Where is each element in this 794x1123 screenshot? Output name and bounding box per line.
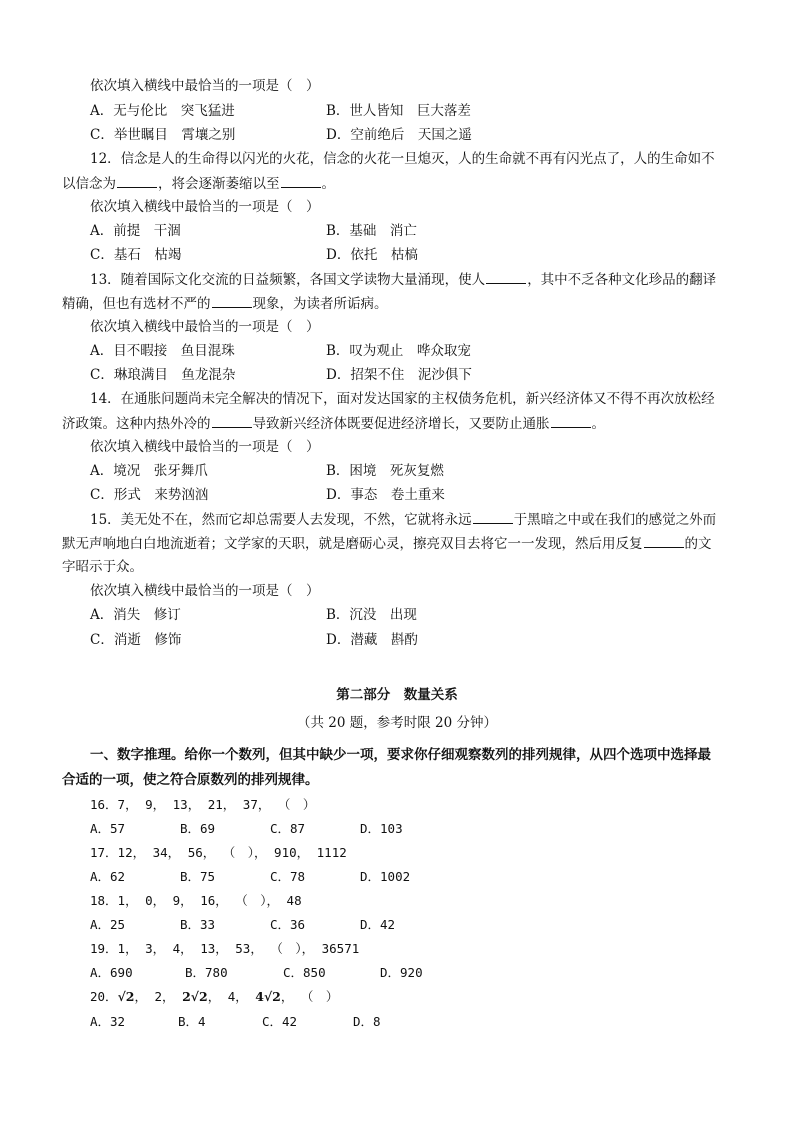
q20-option-b: B．4: [178, 1014, 206, 1029]
q13-option-b: B．叹为观止 哗众取宠: [326, 343, 471, 359]
q18-option-a: A．25: [90, 917, 126, 932]
q19-option-b: B．780: [185, 965, 228, 980]
q20-option-a: A．32: [90, 1014, 126, 1029]
q20-prefix: 20．: [90, 989, 118, 1004]
q14-option-b: B．困境 死灰复燃: [326, 463, 444, 479]
q16-option-a: A．57: [90, 821, 126, 836]
q16-question: 16．7， 9， 13， 21， 37， （ ）: [90, 797, 316, 812]
q15-option-b: B．沉没 出现: [326, 607, 417, 623]
q13-text-part: 现象，为读者所诟病。: [252, 296, 388, 312]
q20-option-d: D．8: [353, 1014, 381, 1029]
q11-prompt: 依次填入横线中最恰当的一项是（ ）: [90, 78, 320, 94]
q12-text-part: 。: [321, 176, 335, 192]
q11-option-c: C．举世瞩目 霄壤之别: [90, 127, 236, 143]
q18-option-b: B．33: [180, 917, 216, 932]
q20-term-2sqrt2: 2√2: [182, 989, 208, 1004]
q13-text-part: 13．随着国际文化交流的日益频繁，各国文学读物大量涌现，使人: [90, 272, 486, 288]
q18-question: 18．1， 0， 9， 16， （ ）， 48: [90, 893, 302, 908]
q15-text-line3: 字昭示于众。: [62, 559, 143, 575]
section-title: 第二部分 数量关系: [336, 687, 458, 703]
q13-text-part: 精确，但也有选材不严的: [62, 296, 211, 312]
answer-blank: [551, 413, 591, 428]
q20-option-c: C．42: [262, 1014, 298, 1029]
q20-question: [90, 987, 338, 1007]
answer-blank: [212, 413, 252, 428]
q12-option-d: D．依托 枯槁: [326, 247, 418, 263]
q11-option-b: B．世人皆知 巨大落差: [326, 103, 471, 119]
q14-option-a: A．境况 张牙舞爪: [90, 463, 208, 479]
q12-option-b: B．基础 消亡: [326, 223, 417, 239]
q14-text-part: 导致新兴经济体既要促进经济增长，又要防止通胀: [252, 416, 550, 432]
instruction-line2: 合适的一项，使之符合原数列的排列规律。: [62, 772, 319, 788]
answer-blank: [644, 533, 684, 548]
q14-text-part: 济政策。这种内热外冷的: [62, 416, 211, 432]
q15-text-line2: [62, 533, 712, 554]
q18-option-c: C．36: [270, 917, 306, 932]
q16-option-c: C．87: [270, 821, 306, 836]
q18-option-d: D．42: [360, 917, 396, 932]
q13-option-d: D．招架不住 泥沙俱下: [326, 367, 472, 383]
q12-text-part: ，将会逐渐萎缩以至: [158, 176, 280, 192]
q20-term-sqrt2: √2: [117, 989, 135, 1004]
q17-option-d: D．1002: [360, 869, 411, 884]
q15-prompt: 依次填入横线中最恰当的一项是（ ）: [90, 583, 320, 599]
q15-option-c: C．消逝 修饰: [90, 632, 182, 648]
q13-text-line1: [90, 269, 716, 290]
q14-text-line2: [62, 413, 605, 434]
q15-text-line1: [90, 509, 716, 530]
answer-blank: [117, 173, 157, 188]
q15-text-part: 15．美无处不在，然而它却总需要人去发现，不然，它就将永远: [90, 512, 472, 528]
q17-question: 17．12， 34， 56， （ ）， 910， 1112: [90, 845, 347, 860]
q15-text-part: 默无声响地白白地流逝着；文学家的天职，就是磨砺心灵，擦亮双目去将它一一发现，然后用反复: [62, 536, 643, 552]
q15-option-a: A．消失 修订: [90, 607, 181, 623]
q16-option-d: D．103: [360, 821, 403, 836]
q19-question: 19．1， 3， 4， 13， 53， （ ）， 36571: [90, 941, 360, 956]
section-subtitle: （共 20 题，参考时限 20 分钟）: [296, 715, 498, 731]
q13-text-line2: [62, 293, 388, 314]
q12-text-line1: 12．信念是人的生命得以闪光的火花，信念的火花一旦熄灭，人的生命就不再有闪光点了，人的生命如不: [90, 151, 715, 167]
q20-separator: ， 2，: [134, 989, 183, 1004]
q20-blank: ， （ ）: [280, 989, 339, 1004]
q14-option-c: C．形式 来势汹汹: [90, 487, 209, 503]
q20-term-4sqrt2: 4√2: [255, 989, 281, 1004]
q16-option-b: B．69: [180, 821, 216, 836]
answer-blank: [212, 293, 252, 308]
q11-option-a: A．无与伦比 突飞猛进: [90, 103, 235, 119]
q17-option-b: B．75: [180, 869, 216, 884]
q12-prompt: 依次填入横线中最恰当的一项是（ ）: [90, 199, 320, 215]
q12-option-c: C．基石 枯竭: [90, 247, 182, 263]
answer-blank: [473, 509, 513, 524]
q20-separator: ， 4，: [207, 989, 256, 1004]
q14-prompt: 依次填入横线中最恰当的一项是（ ）: [90, 439, 320, 455]
q13-prompt: 依次填入横线中最恰当的一项是（ ）: [90, 319, 320, 335]
q17-option-c: C．78: [270, 869, 306, 884]
q11-option-d: D．空前绝后 天国之遥: [326, 127, 472, 143]
q12-text-part: 以信念为: [62, 176, 116, 192]
answer-blank: [486, 269, 526, 284]
q13-option-c: C．琳琅满目 鱼龙混杂: [90, 367, 236, 383]
q19-option-a: A．690: [90, 965, 133, 980]
q12-text-line2: [62, 173, 335, 194]
q19-option-c: C．850: [283, 965, 326, 980]
q13-option-a: A．目不暇接 鱼目混珠: [90, 343, 235, 359]
q17-option-a: A．62: [90, 869, 126, 884]
q15-text-part: 的文: [684, 536, 712, 552]
q14-text-part: 。: [591, 416, 605, 432]
q15-option-d: D．潜藏 斟酌: [326, 632, 418, 648]
q13-text-part: ，其中不乏各种文化珍品的翻译: [527, 272, 717, 288]
q19-option-d: D．920: [380, 965, 423, 980]
instruction-line1: 一、数字推理。给你一个数列，但其中缺少一项，要求你仔细观察数列的排列规律，从四个选项中选择最: [90, 747, 711, 763]
answer-blank: [281, 173, 321, 188]
q12-option-a: A．前提 干涸: [90, 223, 181, 239]
q14-text-line1: 14．在通胀问题尚未完全解决的情况下，面对发达国家的主权债务危机，新兴经济体又不得不再次放松经: [90, 391, 715, 407]
q15-text-part: 于黑暗之中或在我们的感觉之外而: [513, 512, 717, 528]
q14-option-d: D．事态 卷土重来: [326, 487, 445, 503]
